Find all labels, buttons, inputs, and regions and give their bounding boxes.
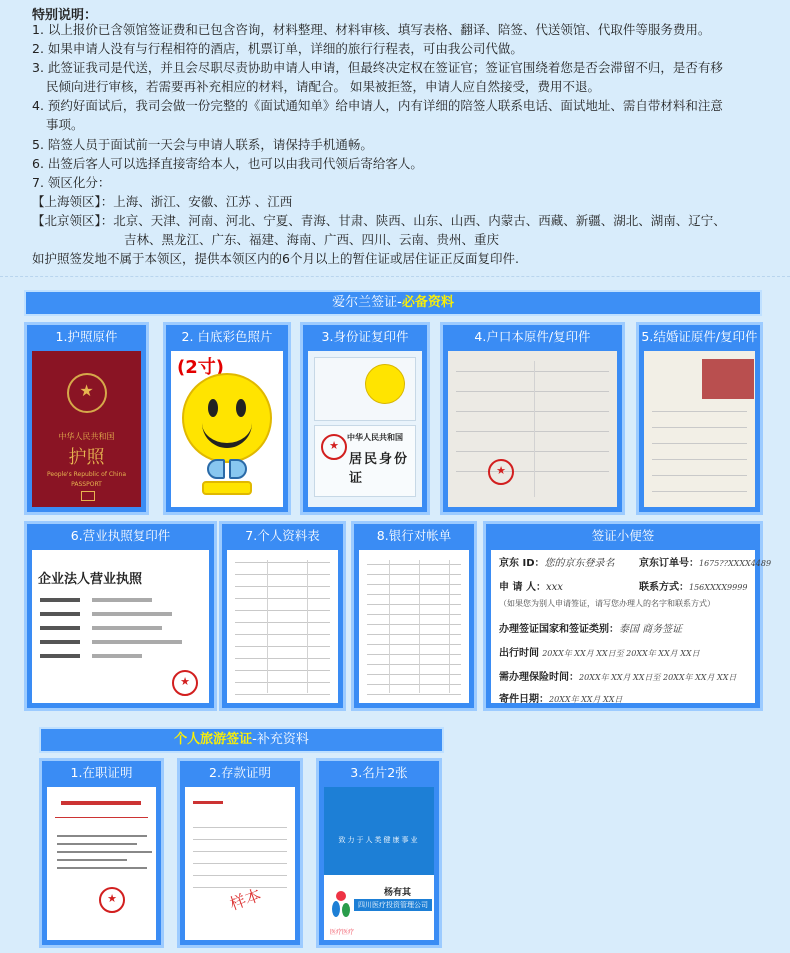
card-title: 1.在职证明 [70, 765, 133, 780]
business-card-image [324, 787, 434, 940]
note-line: 6. 出签后客人可以选择直接寄给本人，也可以由我司代领后寄给客人。 [32, 156, 423, 171]
note-line: 1. 以上报价已含领馆签证费和已包含咨询，材料整理、材料审核、填写表格、翻译、陪签、代送领馆、代取件等服务费用。 [32, 22, 711, 37]
doc-card-deposit [177, 758, 303, 948]
card-title: 3.身份证复印件 [321, 329, 409, 344]
doc-card-bank [351, 521, 477, 711]
card-title: 7.个人资料表 [245, 528, 320, 543]
section-divider [0, 276, 790, 277]
mail-value: 20XX年 XX月 XX日 [549, 695, 623, 704]
consulate-beijing-cont: 吉林、黑龙江、广东、福建、海南、广西、四川、云南、贵州、重庆 [124, 232, 500, 247]
note-line: 3. 此签证我司是代送，并且会尽职尽责协助申请人申请，但最终决定权在签证官；签证官围绕着您是否会滞留不归，是否有移 [32, 60, 723, 75]
order-label: 京东订单号： [639, 558, 699, 569]
travel-label: 出行时间 [499, 648, 539, 659]
special-notes [0, 0, 790, 268]
card-title: 签证小便签 [591, 528, 655, 543]
insurance-value: 20XX年 XX月 XX日至 20XX年 XX月 XX日 [579, 673, 737, 682]
deposit-cert-image [185, 787, 295, 940]
passport-line: 中华人民共和国 [58, 432, 115, 441]
card-company: 四川医疗投资管理公司 [354, 899, 432, 911]
banner-title: -补充资料 [252, 732, 309, 747]
travel-value: 20XX年 XX月 XX日至 20XX年 XX月 XX日 [542, 649, 700, 658]
doc-card-photo [163, 322, 291, 515]
hukou-image [448, 351, 617, 507]
note-line: 7. 领区化分： [32, 175, 111, 190]
bow-tie-icon [207, 459, 247, 481]
note-line: 4. 预约好面试后，我司会做一份完整的《面试通知单》给申请人，内有详细的陪签人联系电话、面试地址、需自带材料和注意 [32, 98, 723, 113]
card-title: 1.护照原件 [55, 329, 118, 344]
seal-icon [488, 459, 514, 485]
doc-card-passport [24, 322, 149, 515]
card-title: 3.名片2张 [350, 765, 408, 780]
card-logo-text: 医疗医疗 [330, 929, 355, 936]
visa-note-form [491, 550, 772, 705]
doc-card-biz-license [24, 521, 217, 711]
mail-label: 寄件日期： [499, 694, 549, 705]
required-docs-banner [24, 290, 762, 316]
doc-card-hukou [440, 322, 625, 515]
note-line: 5. 陪签人员于面试前一天会与申请人联系，请保持手机通畅。 [32, 137, 373, 152]
card-title: 2.存款证明 [209, 765, 271, 780]
card-slogan: 致力于人类健康事业 [338, 836, 420, 844]
card-title: 6.营业执照复印件 [70, 528, 171, 543]
sample-stamp: 样本 [227, 885, 264, 914]
note-line: 2. 如果申请人没有与行程相符的酒店，机票订单，详细的旅行行程表，可由我公司代做。 [32, 41, 523, 56]
idcard-image [308, 351, 422, 507]
idcard-line: 居民身份证 [349, 452, 410, 486]
personal-info-image [227, 550, 338, 703]
country-label: 办理签证国家和签证类别： [499, 624, 619, 635]
bank-statement-image [359, 550, 469, 703]
doc-card-visa-form [483, 521, 772, 711]
card-title: 5.结婚证原件/复印件 [641, 329, 758, 344]
biz-license-image [32, 550, 209, 703]
note-line: 事项。 [46, 117, 84, 132]
license-title: 企业法人营业执照 [38, 572, 143, 587]
collar-icon [202, 481, 252, 495]
smiley-icon [182, 373, 272, 463]
passport-line: People's Republic of China [47, 471, 126, 478]
banner-title: 爱尔兰签证- [332, 295, 402, 310]
contact-label: 联系方式： [639, 582, 689, 593]
employment-cert-image [47, 787, 156, 940]
note-line: 民倾向进行审核，若需要再补充相应的材料，请配合。 如果被拒签，申请人应自然接受，费用不退。 [46, 79, 600, 94]
passport-line: 护照 [68, 447, 105, 468]
passport-line: PASSPORT [71, 481, 102, 488]
photo-size-tag: (2寸) [177, 357, 224, 378]
photo-image [171, 351, 283, 507]
note-line: 如护照签发地不属于本领区，提供本领区内的6个月以上的暂住证或居住证正反面复印件. [32, 251, 519, 266]
idcard-line: 中华人民共和国 [347, 433, 403, 442]
doc-card-idcard [300, 322, 430, 515]
card-title: 2. 白底彩色照片 [181, 329, 273, 344]
card-title: 4.户口本原件/复印件 [474, 329, 591, 344]
jd-id-value: 您的京东登录名 [544, 558, 615, 569]
seal-icon [99, 887, 125, 913]
chip-icon [81, 491, 95, 501]
form-note: （如果您为别人申请签证，请写您办理人的名字和联系方式） [499, 599, 715, 608]
marriage-cert-image [644, 351, 755, 507]
consulate-shanghai: 【上海领区】：上海、浙江、安徽、江苏 、江西 [32, 194, 293, 209]
doc-card-employment [39, 758, 164, 948]
card-title: 8.银行对帐单 [376, 528, 452, 543]
emblem-icon [321, 434, 347, 460]
supplement-docs-banner [39, 727, 444, 753]
banner-highlight: 个人旅游签证 [174, 732, 253, 747]
passport-image [32, 351, 141, 507]
doc-card-marriage [636, 322, 763, 515]
card-person-name: 杨有其 [384, 888, 412, 898]
medical-logo-icon [332, 891, 352, 921]
applicant-label: 申 请 人： [499, 582, 546, 593]
national-emblem-icon [67, 373, 107, 413]
doc-card-business-card [316, 758, 442, 948]
banner-highlight: 必备资料 [401, 295, 454, 310]
notes-heading: 特别说明： [32, 8, 98, 23]
insurance-label: 需办理保险时间： [499, 672, 579, 683]
smiley-icon [365, 364, 405, 404]
consulate-beijing: 【北京领区】：北京、天津、河南、河北、宁夏、青海、甘肃、陕西、山东、山西、内蒙古、西藏、新疆、湖北、湖南、辽宁、 [32, 213, 726, 228]
couple-photo [702, 359, 754, 399]
contact-value: 156XXXX9999 [689, 583, 748, 592]
doc-card-personal-info [219, 521, 346, 711]
country-value: 泰国 商务签证 [619, 624, 683, 635]
seal-icon [172, 670, 198, 696]
jd-id-label: 京东 ID： [499, 558, 545, 569]
order-value: 1675??XXXX4489 [699, 559, 772, 568]
applicant-value: xxx [545, 582, 563, 593]
